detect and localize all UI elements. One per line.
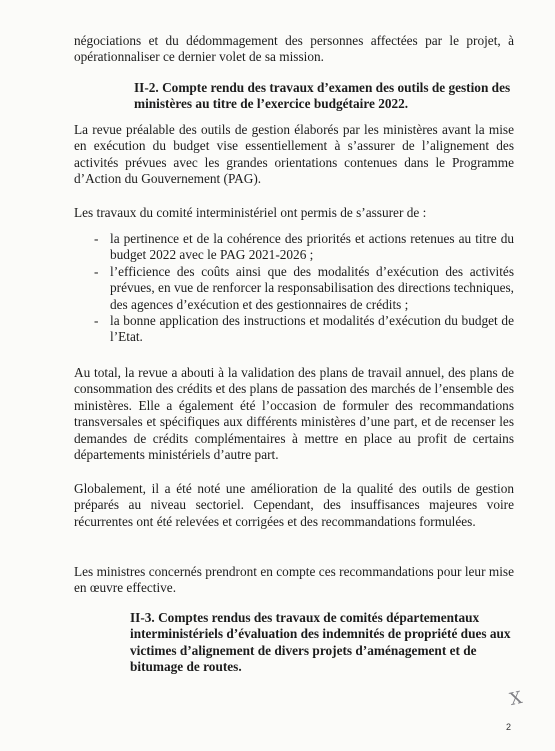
bullet-dash: - <box>94 263 99 279</box>
handwritten-mark: X <box>508 687 525 711</box>
paragraph-ministres: Les ministres concernés prendront en compte ces recommandations pour leur mise en œuvre effective. <box>74 564 514 596</box>
list-item: - la pertinence et de la cohérence des priorités et actions retenues au titre du budget 2022 avec le PAG 2021-2026 ; <box>94 231 514 263</box>
bullet-dash: - <box>94 313 99 329</box>
paragraph-continuation: négociations et du dédommagement des personnes affectées par le projet, à opérationnaliser ce dernier volet de sa mission. <box>74 33 514 65</box>
paragraph-revue: La revue préalable des outils de gestion élaborés par les ministères avant la mise en exécution du budget vise essentiellement à s’assurer de l’alignement des activités prévues avec les grandes orientations contenues dans le Programme d’Action du Gouvernement (PAG). <box>74 122 514 187</box>
paragraph-globalement: Globalement, il a été noté une amélioration de la qualité des outils de gestion préparés au niveau sectoriel. Cependant, des insuffisances majeures voire récurrentes ont été relevées et corrigées et des recommandations formulées. <box>74 481 514 529</box>
paragraph-au-total: Au total, la revue a abouti à la validation des plans de travail annuel, des plans de consommation des crédits et des plans de passation des marchés de l’ensemble des ministères. Elle a également été l’occasion de formuler des recommandations transversales et spécifiques aux différents ministères d’une part, et de recenser les demandes de crédits complémentaires à mettre en place au profit de certains départements ministériels d’autre part. <box>74 365 514 463</box>
bullet-list <box>74 231 514 346</box>
bullet-dash: - <box>94 231 99 246</box>
list-item: - l’efficience des coûts ainsi que des modalités d’exécution des activités prévues, en vue de renforcer la responsabilisation des directions techniques, des agences d’exécution et des gestionnaires de crédits ; <box>94 263 514 312</box>
list-item: - la bonne application des instructions et modalités d’exécution du budget de l’Etat. <box>94 313 514 345</box>
section-heading-ii-3: II-3. Comptes rendus des travaux de comités départementaux interministériels d’évaluation des indemnités de propriété dues aux victimes d’alignement de divers projets d’aménagement et de bitumage de routes. <box>130 610 511 675</box>
page-number: 2 <box>506 722 512 732</box>
section-heading-ii-2: II-2. Compte rendu des travaux d’examen des outils de gestion des ministères au titre de l’exercice budgétaire 2022. <box>134 80 511 112</box>
paragraph-travaux: Les travaux du comité interministériel ont permis de s’assurer de : <box>74 205 427 220</box>
